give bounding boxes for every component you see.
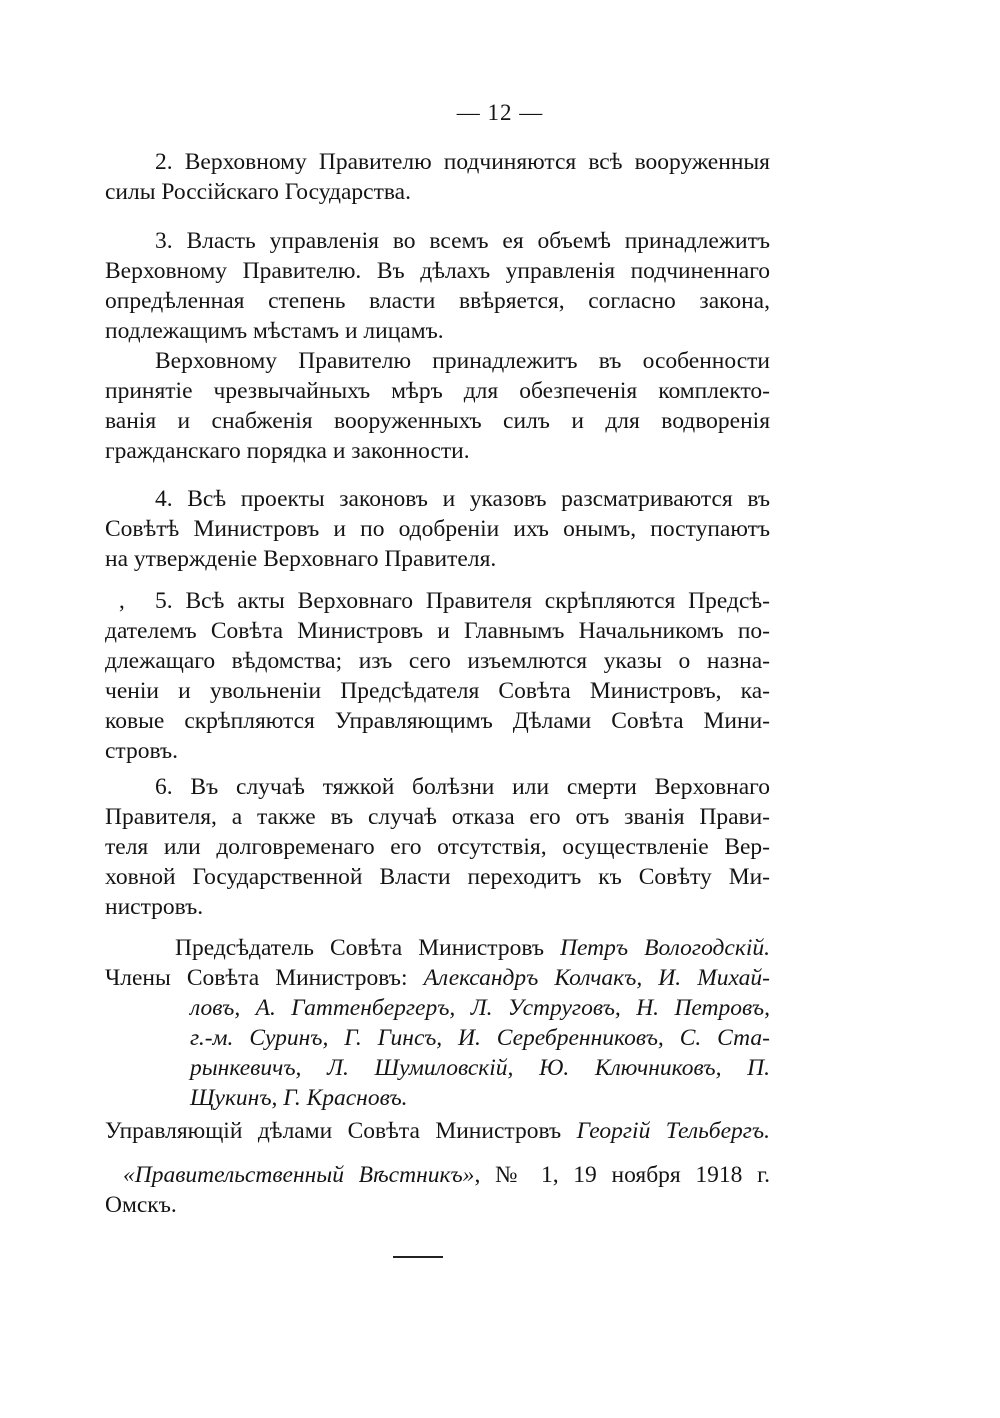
section-5-line-1: 5. Всѣ акты Верховнаго Правителя скрѣпляются Предсѣ- xyxy=(155,588,770,614)
members-names-2: ловъ, А. Гаттенбергеръ, Л. Уструговъ, Н. Петровъ, xyxy=(190,995,770,1021)
section-3-para2-line-3: ванія и снабженія вооруженныхъ силъ и для водворенія xyxy=(105,408,770,434)
section-5-line-2: дателемъ Совѣта Министровъ и Главнымъ Начальникомъ по- xyxy=(105,618,770,644)
section-5-line-4: ченіи и увольненіи Предсѣдателя Совѣта Министровъ, ка- xyxy=(105,678,770,704)
section-4-line-3: на утвержденіе Верховнаго Правителя. xyxy=(105,546,497,572)
closing-rule xyxy=(393,1256,443,1258)
section-3-line-4: подлежащимъ мѣстамъ и лицамъ. xyxy=(105,318,444,344)
source-city: Омскъ. xyxy=(105,1192,177,1218)
section-6-line-1: 6. Въ случаѣ тяжкой болѣзни или смерти Верховнаго xyxy=(155,774,770,800)
section-3-para2-line-1: Верховному Правителю принадлежитъ въ особенности xyxy=(155,348,770,374)
section-3-line-1: 3. Власть управленія во всемъ ея объемѣ принадлежитъ xyxy=(155,228,770,254)
section-6-line-2: Правителя, а также въ случаѣ отказа его отъ званія Прави- xyxy=(105,804,770,830)
source-publication: «Правительственный Вѣстникъ» xyxy=(123,1162,475,1188)
members-names-4: рынкевичъ, Л. Шумиловскій, Ю. Ключниковъ, П. xyxy=(190,1055,770,1081)
manager-title: Управляющій дѣлами Совѣта Министровъ xyxy=(105,1118,562,1144)
section-2-line-2: силы Россійскаго Государства. xyxy=(105,179,411,205)
chair-name: Петръ Вологодскій. xyxy=(560,935,771,961)
section-6-line-5: нистровъ. xyxy=(105,894,204,920)
chair-line xyxy=(175,933,770,963)
section-3-line-3: опредѣленная степень власти ввѣряется, согласно закона, xyxy=(105,288,770,314)
section-3-para2-line-4: гражданскаго порядка и законности. xyxy=(105,438,470,464)
section-6-line-3: теля или долговременаго его отсутствія, осуществленіе Вер- xyxy=(105,834,770,860)
members-names-1: Александръ Колчакъ, И. Михай- xyxy=(423,965,770,991)
section-5-line-3: длежащаго вѣдомства; изъ сего изъемлются указы о назна- xyxy=(105,648,770,674)
section-5-line-5: ковые скрѣпляются Управляющимъ Дѣлами Совѣта Мини- xyxy=(105,708,770,734)
manager-line xyxy=(105,1116,770,1146)
manager-name: Георгій Тельбергъ. xyxy=(576,1118,771,1144)
section-3-para2-line-2: принятіе чрезвычайныхъ мѣръ для обезпеченія комплекто- xyxy=(105,378,770,404)
members-names-3: г.-м. Суринъ, Г. Гинсъ, И. Серебренниковъ, С. Ста- xyxy=(190,1025,770,1051)
source-line xyxy=(105,1160,770,1190)
section-5-line-6: стровъ. xyxy=(105,738,179,764)
members-title: Члены Совѣта Министровъ: xyxy=(105,965,408,991)
section-4-line-2: Совѣтѣ Министровъ и по одобреніи ихъ онымъ, поступаютъ xyxy=(105,516,770,542)
margin-mark: , xyxy=(119,588,125,613)
section-3-line-2: Верховному Правителю. Въ дѣлахъ управленія подчиненнаго xyxy=(105,258,770,284)
page-number: — 12 — xyxy=(456,100,544,125)
source-issue: , № 1, 19 ноября 1918 г. xyxy=(474,1162,770,1188)
members-names-5: Щукинъ, Г. Красновъ. xyxy=(190,1085,408,1111)
section-2-line-1: 2. Верховному Правителю подчиняются всѣ вооруженныя xyxy=(155,149,770,175)
section-4-line-1: 4. Всѣ проекты законовъ и указовъ разсматриваются въ xyxy=(155,486,770,512)
members-line xyxy=(105,963,770,993)
chair-title: Предсѣдатель Совѣта Министровъ xyxy=(175,935,545,961)
section-6-line-4: ховной Государственной Власти переходитъ къ Совѣту Ми- xyxy=(105,864,770,890)
